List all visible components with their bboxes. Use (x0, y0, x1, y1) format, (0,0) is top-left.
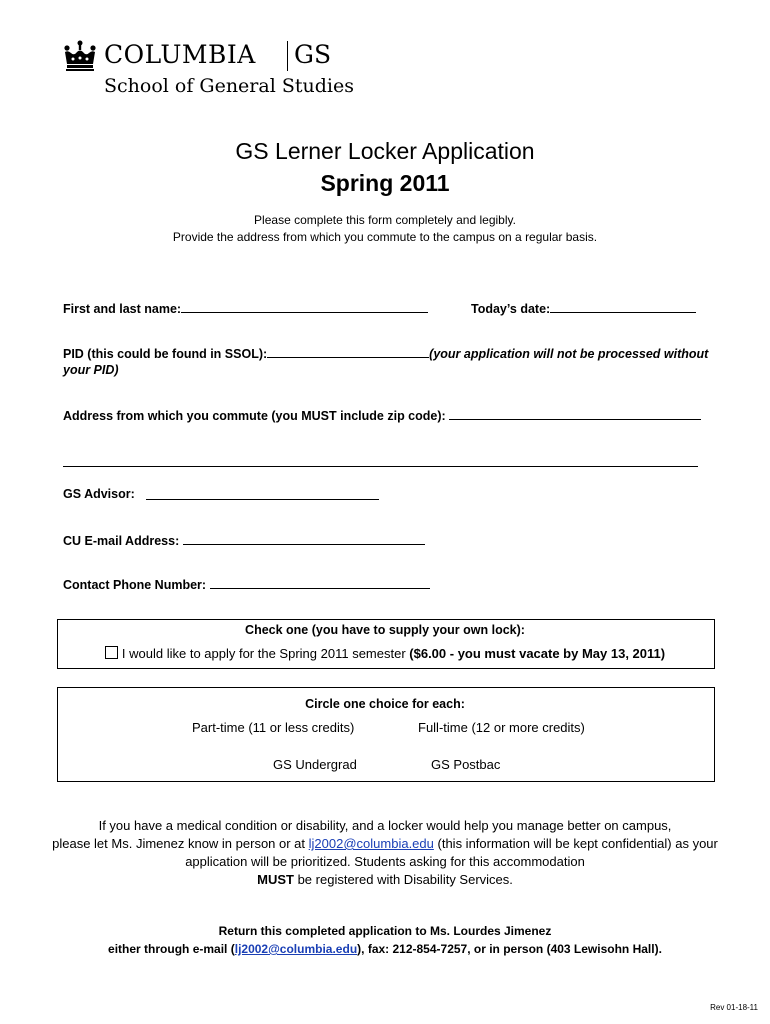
medical-paragraph (0, 817, 770, 889)
name-field-row (63, 300, 428, 316)
part-time-option[interactable]: Part-time (11 or less credits) (192, 720, 355, 735)
phone-input-line[interactable] (210, 576, 430, 589)
postbac-option[interactable]: GS Postbac (431, 757, 501, 772)
medical-email-link[interactable]: lj2002@columbia.edu (308, 836, 434, 851)
logo-school-text: School of General Studies (104, 75, 354, 97)
crown-icon (62, 40, 98, 72)
logo-divider (287, 41, 288, 71)
address-input-line-2[interactable] (63, 466, 698, 467)
pid-note: (your application will not be processed without (429, 347, 709, 361)
lock-option-fee: ($6.00 - you must vacate by May 13, 2011) (409, 646, 666, 661)
phone-label: Contact Phone Number: (63, 578, 207, 592)
page-subtitle: Spring 2011 (320, 170, 450, 196)
pid-input-line[interactable] (267, 345, 429, 358)
instruction-line-1: Please complete this form completely and legibly. (254, 213, 516, 227)
email-field-row (63, 532, 425, 548)
spring-semester-checkbox[interactable] (105, 646, 118, 659)
pid-field-row (63, 345, 708, 361)
return-line-2-contact: ), fax: 212-854-7257, or in person (403 Lewisohn Hall). (357, 942, 662, 956)
medical-line-3: application will be prioritized. Students asking for this accommodation (185, 854, 585, 869)
return-paragraph (0, 922, 770, 958)
email-label: CU E-mail Address: (63, 534, 180, 548)
name-input-line[interactable] (181, 300, 428, 313)
email-input-line[interactable] (183, 532, 425, 545)
advisor-label: GS Advisor: (63, 487, 135, 501)
medical-line-2-note: (this information will be kept confidential) as your (437, 836, 718, 851)
page-title: GS Lerner Locker Application (235, 138, 535, 164)
circle-choice-heading: Circle one choice for each: (305, 697, 465, 711)
medical-line-4 (0, 871, 770, 889)
pid-label: PID (this could be found in SSOL): (63, 347, 268, 361)
undergrad-option[interactable]: GS Undergrad (273, 757, 357, 772)
lock-option-text: I would like to apply for the Spring 2011 semester (121, 646, 406, 661)
address-field-row (63, 407, 701, 423)
medical-line-1: If you have a medical condition or disability, and a locker would help you manage better on campus, (98, 818, 672, 833)
return-email-link[interactable]: lj2002@columbia.edu (234, 942, 358, 956)
return-line-2 (0, 940, 770, 958)
phone-field-row (63, 576, 430, 592)
date-field-row (471, 300, 696, 316)
medical-line-4-text: be registered with Disability Services. (297, 872, 513, 887)
date-label: Today’s date: (471, 302, 551, 316)
medical-line-2-text: please let Ms. Jimenez know in person or at (52, 836, 306, 851)
return-line-2-text: either through e-mail ( (108, 942, 235, 956)
date-input-line[interactable] (550, 300, 696, 313)
pid-note-continued: your PID) (63, 363, 119, 377)
logo-gs-text: GS (294, 40, 332, 69)
name-label: First and last name: (63, 302, 182, 316)
address-input-line-1[interactable] (449, 407, 701, 420)
return-line-1: Return this completed application to Ms. Lourdes Jimenez (218, 924, 552, 938)
address-label: Address from which you commute (you MUST include zip code): (63, 409, 446, 423)
logo-columbia-text: COLUMBIA (104, 40, 256, 69)
medical-line-2 (0, 835, 770, 853)
revision-label: Rev 01-18-11 (710, 1003, 758, 1012)
advisor-input-line[interactable] (146, 499, 379, 500)
medical-must: MUST (257, 872, 294, 887)
instruction-line-2: Provide the address from which you commute to the campus on a regular basis. (172, 230, 598, 244)
full-time-option[interactable]: Full-time (12 or more credits) (418, 720, 585, 735)
lock-option-row (0, 646, 770, 661)
lock-option-heading: Check one (you have to supply your own lock): (245, 623, 525, 637)
